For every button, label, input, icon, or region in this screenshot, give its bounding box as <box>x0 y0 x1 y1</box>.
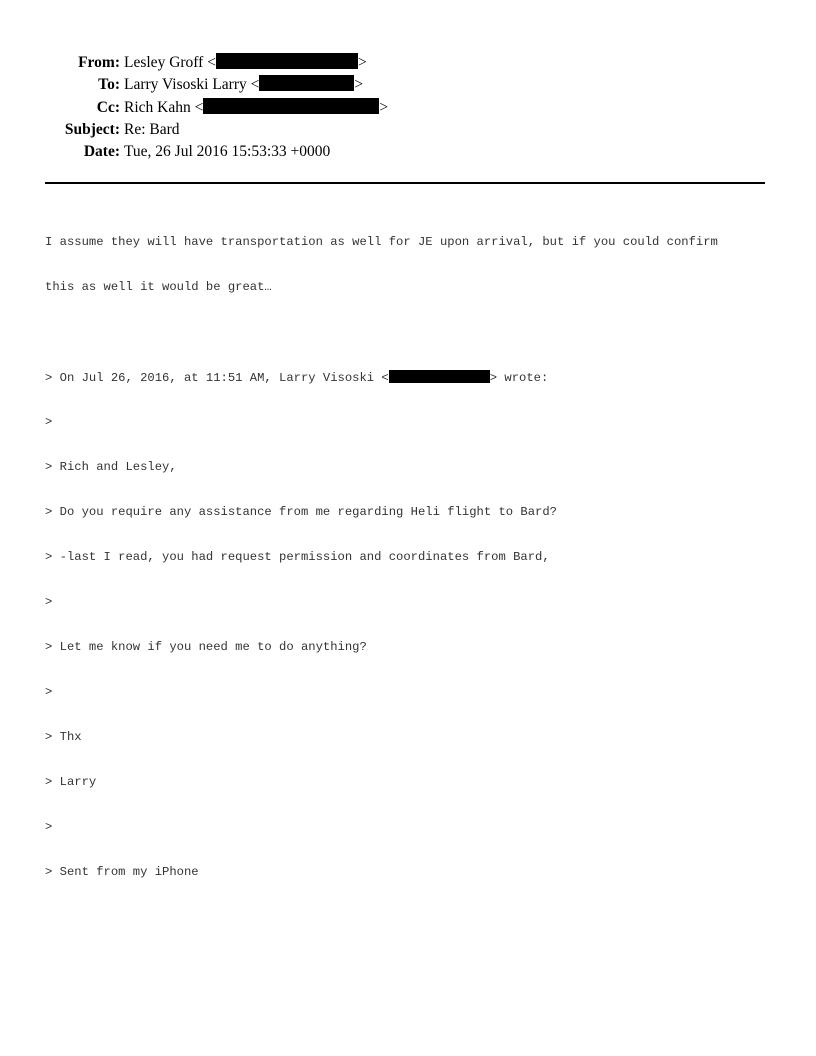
quote-line: > Larry <box>45 775 97 789</box>
from-name: Lesley Groff < <box>124 54 216 71</box>
quote-line: > Sent from my iPhone <box>45 865 199 879</box>
to-close: > <box>354 76 364 94</box>
quote-line: > Do you require any assistance from me regarding Heli flight to Bard? <box>45 505 557 519</box>
redaction-box <box>259 75 354 91</box>
to-value <box>124 74 363 96</box>
quote-header-post: > wrote: <box>489 371 549 385</box>
redaction-box <box>389 370 490 383</box>
header-divider <box>45 182 765 184</box>
from-close: > <box>357 54 367 71</box>
email-body <box>45 205 775 895</box>
cc-name: Rich Kahn < <box>124 98 204 116</box>
quote-line: > Thx <box>45 730 82 744</box>
to-name: Larry Visoski Larry < <box>124 76 260 94</box>
date-label: Date: <box>83 143 120 161</box>
quote-line: > Let me know if you need me to do anything? <box>45 640 367 654</box>
quote-line: > <box>45 415 53 429</box>
to-label: To: <box>98 76 120 94</box>
body-line: this as well it would be great… <box>45 280 272 294</box>
quote-line: > <box>45 685 53 699</box>
body-line: I assume they will have transportation as well for JE upon arrival, but if you could confirm <box>45 235 718 249</box>
quote-header <box>45 370 775 385</box>
quote-header-pre: > On Jul 26, 2016, at 11:51 AM, Larry Visoski < <box>45 371 389 385</box>
redaction-box <box>203 98 379 114</box>
quote-line: > Rich and Lesley, <box>45 460 177 474</box>
quote-line: > <box>45 595 53 609</box>
redaction-box <box>216 53 358 69</box>
cc-close: > <box>379 98 389 116</box>
from-label: From: <box>78 54 120 71</box>
cc-label: Cc: <box>96 98 120 116</box>
from-value <box>124 52 367 74</box>
cc-value <box>124 97 388 119</box>
quote-line: > -last I read, you had request permission and coordinates from Bard, <box>45 550 550 564</box>
blank-line <box>45 325 775 340</box>
quote-line: > <box>45 820 53 834</box>
subject-label: Subject: <box>64 120 120 138</box>
date-value: Tue, 26 Jul 2016 15:53:33 +0000 <box>124 143 331 161</box>
subject-value: Re: Bard <box>124 120 180 138</box>
